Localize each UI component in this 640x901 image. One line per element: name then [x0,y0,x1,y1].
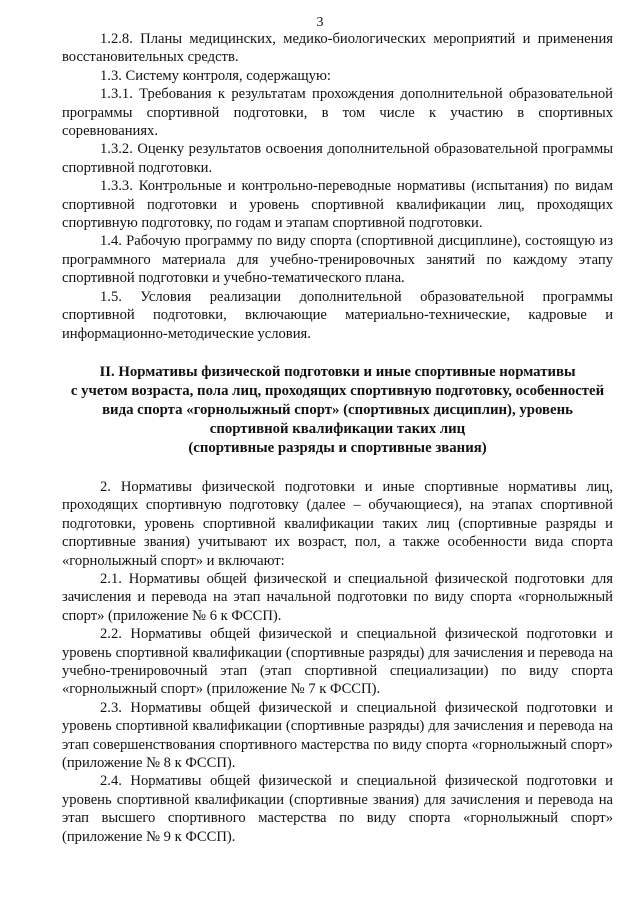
section-spacer [62,458,613,478]
section-heading-line: спортивной квалификации таких лиц [209,420,466,437]
document-body [62,30,613,846]
section-heading-line: вида спорта «горнолыжный спорт» (спортивных дисциплин), уровень [102,401,573,418]
paragraph-2-1: 2.1. Нормативы общей физической и специальной физической подготовки для зачисления и перевода на этап начальной подготовки по виду спорта «горнолыжный спорт» (приложение № 6 к ФССП). [62,570,613,624]
paragraph-1-3-1: 1.3.1. Требования к результатам прохождения дополнительной образовательной программы спортивной подготовки, в том числе к участию в спортивных соревнованиях. [62,86,613,140]
paragraph-1-3-3: 1.3.3. Контрольные и контрольно-переводные нормативы (испытания) по видам спортивной подготовки и уровень спортивной квалификации лиц, проходящих спортивную подготовку, по годам и этапам спортивной подготовки. [62,178,613,232]
paragraph-1-4: 1.4. Рабочую программу по виду спорта (спортивной дисциплине), состоящую из программного материала для учебно-тренировочных занятий по каждому этапу спортивной подготовки и учебно-тематического плана. [62,233,613,287]
paragraph-1-3-2: 1.3.2. Оценку результатов освоения дополнительной образовательной программы спортивной подготовки. [62,141,613,176]
paragraph-1-5: 1.5. Условия реализации дополнительной образовательной программы спортивной подготовки, включающие материально-технические, кадровые и информационно-методические условия. [62,288,613,342]
section-heading-line: (спортивные разряды и спортивные звания) [188,439,487,456]
page-number: 3 [316,15,324,30]
section-heading [62,363,613,458]
paragraph-2-4: 2.4. Нормативы общей физической и специальной физической подготовки и уровень спортивной квалификации (спортивные звания) для зачисления и перевода на этап высшего спортивного мастерства по виду спорта «горнолыжный спорт» (приложение № 9 к ФССП). [62,773,613,845]
paragraph-1-2-8: 1.2.8. Планы медицинских, медико-биологических мероприятий и применения восстановительных средств. [62,31,613,66]
paragraph-1-3: 1.3. Систему контроля, содержащую: [100,67,331,84]
paragraph-2-3: 2.3. Нормативы общей физической и специальной физической подготовки и уровень спортивной квалификации (спортивные разряды) для зачисления и перевода на этап совершенствования спортивного мастерства по виду спорта «горнолыжный спорт» (приложение № 8 к ФССП). [62,699,613,771]
section-heading-line: с учетом возраста, пола лиц, проходящих спортивную подготовку, особенностей [70,382,605,399]
section-heading-line: II. Нормативы физической подготовки и иные спортивные нормативы [99,363,576,380]
paragraph-2: 2. Нормативы физической подготовки и иные спортивные нормативы лиц, проходящих спортивную подготовку (далее – обучающиеся), на этапах спортивной подготовки, уровень спортивной квалификации таких лиц (спортивные разряды и спортивные звания) учитывают их возраст, пол, а также особенности вида спорта «горнолыжный спорт» и включают: [62,478,613,569]
paragraph-2-2: 2.2. Нормативы общей физической и специальной физической подготовки и уровень спортивной квалификации (спортивные разряды) для зачисления и перевода на учебно-тренировочный этап (этап спортивной специализации) по виду спорта «горнолыжный спорт» (приложение № 7 к ФССП). [62,626,613,698]
